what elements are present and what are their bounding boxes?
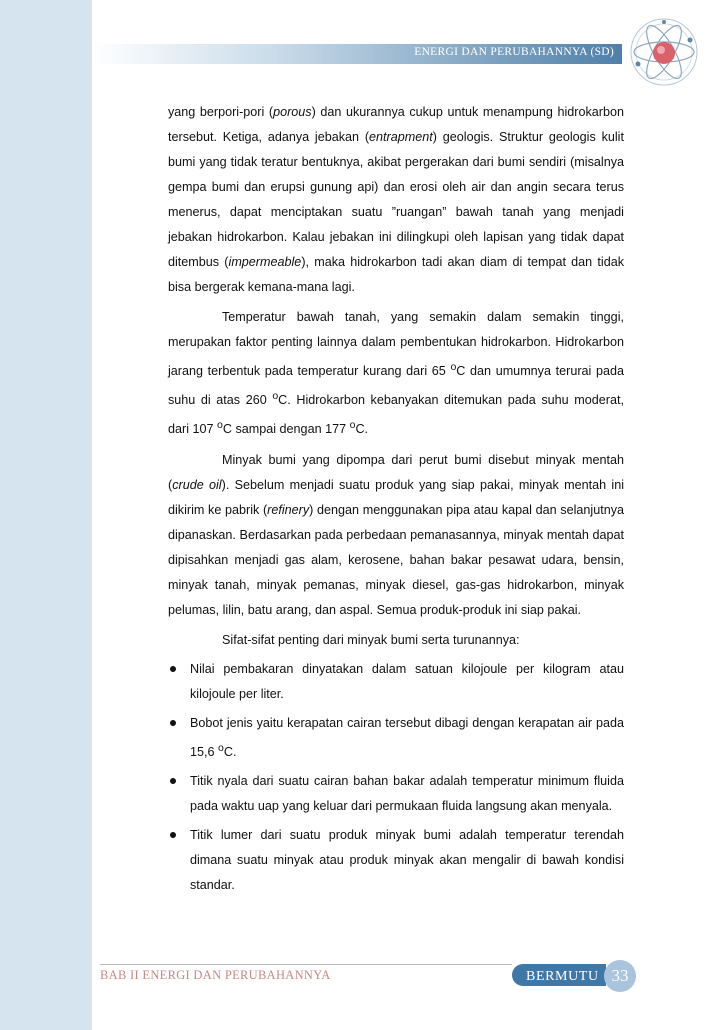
bullet-icon <box>170 778 176 784</box>
brand-label: BERMUTU <box>526 969 599 984</box>
paragraph-2: Temperatur bawah tanah, yang semakin dalam semakin tinggi, merupakan faktor penting lainnya dalam pembentukan hidrokarbon. Hidrokarbon jarang terbentuk pada temperatur kurang dari 65 $^o$C dan umumnya terurai pada suhu di atas 260 $^o$C. Hidrokarbon kebanyakan ditemukan pada suhu moderat, dari 107 $^o$C sampai dengan 177 $^o$C. <box>168 310 624 437</box>
bullet-icon <box>170 666 176 672</box>
list-item: Titik lumer dari suatu produk minyak bumi adalah temperatur terendah dimana suatu minyak atau produk minyak akan mengalir di bawah kondisi standar. <box>168 823 624 898</box>
list-item: Bobot jenis yaitu kerapatan cairan tersebut dibagi dengan kerapatan air pada 15,6 $^o$C. <box>168 711 624 765</box>
footer-badge <box>512 962 636 990</box>
footer-chapter-title: BAB II ENERGI DAN PERUBAHANNYA <box>100 968 331 982</box>
page-number: 33 <box>604 960 636 992</box>
footer-divider <box>100 964 512 965</box>
list-item: Nilai pembakaran dinyatakan dalam satuan kilojoule per kilogram atau kilojoule per liter. <box>168 657 624 707</box>
list-item: Titik nyala dari suatu cairan bahan bakar adalah temperatur minimum fluida pada waktu uap yang keluar dari permukaan fluida langsung akan menyala. <box>168 769 624 819</box>
brand-bar <box>512 964 606 986</box>
bullet-icon <box>170 720 176 726</box>
page-sidebar <box>0 0 92 1030</box>
header-title: ENERGI DAN PERUBAHANNYA (SD) <box>414 46 614 58</box>
body-text <box>168 100 624 902</box>
paragraph-3: Minyak bumi yang dipompa dari perut bumi disebut minyak mentah (crude oil). Sebelum menjadi suatu produk yang siap pakai, minyak mentah ini dikirim ke pabrik (refinery) dengan menggunakan pipa atau kapal dan selanjutnya dipanaskan. Berdasarkan pada perbedaan pemanasannya, minyak mentah dapat dipisahkan menjadi gas alam, kerosene, bahan bakar pesawat udara, bensin, minyak tanah, minyak pemanas, minyak diesel, gas-gas hidrokarbon, minyak pelumas, lilin, batu arang, dan aspal. Semua produk-produk ini siap pakai. <box>168 452 624 617</box>
atom-logo-icon <box>624 12 704 92</box>
property-list <box>168 657 624 898</box>
paragraph-1: yang berpori-pori (porous) dan ukurannya cukup untuk menampung hidrokarbon tersebut. Ketiga, adanya jebakan (entrapment) geologis. Struktur geologis kulit bumi yang tidak teratur bentuknya, akibat pergerakan dari bumi sendiri (misalnya gempa bumi dan erupsi gunung api) dan erosi oleh air dan angin secara terus menerus, dapat menciptakan suatu ”ruangan” bawah tanah yang menjadi jebakan hidrokarbon. Kalau jebakan ini dilingkupi oleh lapisan yang tidak dapat ditembus (impermeable), maka hidrokarbon tadi akan diam di tempat dan tidak bisa bergerak kemana-mana lagi. <box>168 105 624 294</box>
header-band <box>92 44 622 64</box>
bullet-icon <box>170 832 176 838</box>
paragraph-4: Sifat-sifat penting dari minyak bumi serta turunannya: <box>222 632 520 647</box>
